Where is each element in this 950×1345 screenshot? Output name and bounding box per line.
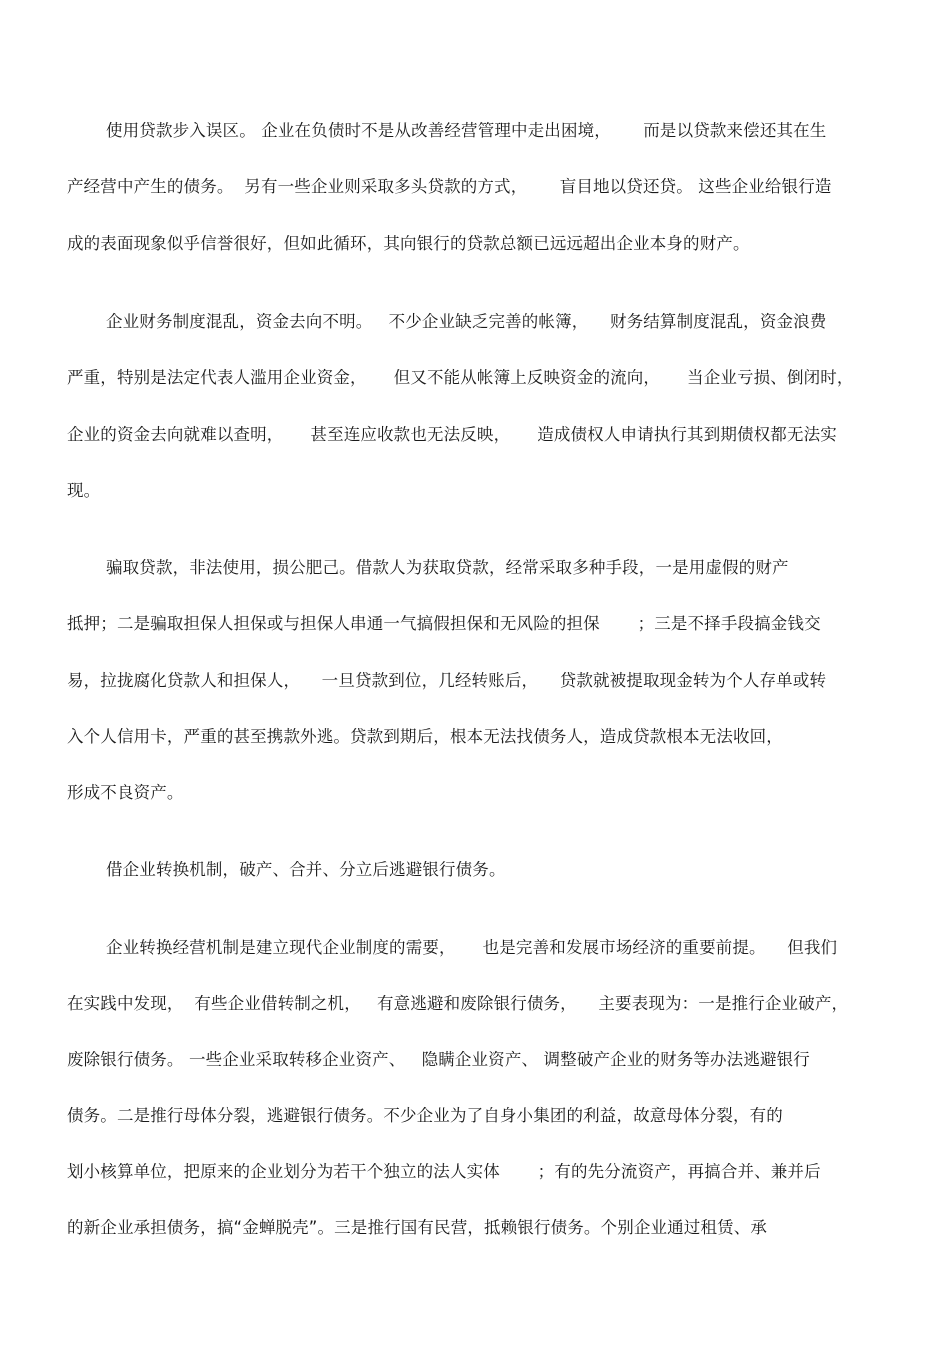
text-line: 形成不良资产。 (67, 783, 184, 802)
text-line: 骗取贷款，非法使用，损公肥己。借款人为获取贷款，经常采取多种手段，一是用虚假的财产 (106, 558, 789, 577)
text-line: 划小核算单位，把原来的企业划分为若干个独立的法人实体 ；有的先分流资产，再搞合并、兼并后 (67, 1162, 821, 1181)
text-line: 企业的资金去向就难以查明， 甚至连应收款也无法反映， 造成债权人申请执行其到期债权都无法实 (67, 425, 837, 444)
text-line: 现。 (67, 481, 101, 500)
text-line: 抵押；二是骗取担保人担保或与担保人串通一气搞假担保和无风险的担保 ；三是不择手段搞金钱交 (67, 614, 821, 633)
text-line: 废除银行债务。 一些企业采取转移企业资产、 隐瞒企业资产、 调整破产企业的财务等办法逃避银行 (67, 1050, 810, 1069)
text-line: 企业转换经营机制是建立现代企业制度的需要， 也是完善和发展市场经济的重要前提。 但我们 (106, 938, 838, 957)
text-line: 债务。二是推行母体分裂，逃避银行债务。不少企业为了自身小集团的利益，故意母体分裂，有的 (67, 1106, 783, 1125)
text-line: 在实践中发现， 有些企业借转制之机， 有意逃避和废除银行债务， 主要表现为：一是推行企业破产， (67, 994, 849, 1013)
text-line: 的新企业承担债务，搞“金蝉脱壳”。三是推行国有民营，抵赖银行债务。个别企业通过租赁、承 (67, 1218, 768, 1237)
text-line: 易，拉拢腐化贷款人和担保人， 一旦贷款到位，几经转账后， 贷款就被提取现金转为个人存单或转 (67, 671, 827, 690)
text-line: 严重，特别是法定代表人滥用企业资金， 但又不能从帐簿上反映资金的流向， 当企业亏损、倒闭时， (67, 368, 854, 387)
text-line: 产经营中产生的债务。 另有一些企业则采取多头贷款的方式， 盲目地以贷还贷。 这些企业给银行造 (67, 177, 832, 196)
text-line: 借企业转换机制，破产、合并、分立后逃避银行债务。 (106, 860, 506, 879)
text-line: 使用贷款步入误区。 企业在负债时不是从改善经营管理中走出困境， 而是以贷款来偿还其在生 (106, 121, 827, 140)
text-line: 企业财务制度混乱，资金去向不明。 不少企业缺乏完善的帐簿， 财务结算制度混乱，资金浪费 (106, 312, 827, 331)
text-line: 成的表面现象似乎信誉很好，但如此循环，其向银行的贷款总额已远远超出企业本身的财产。 (67, 234, 750, 253)
text-line: 入个人信用卡，严重的甚至携款外逃。贷款到期后，根本无法找债务人，造成贷款根本无法收回， (67, 727, 783, 746)
